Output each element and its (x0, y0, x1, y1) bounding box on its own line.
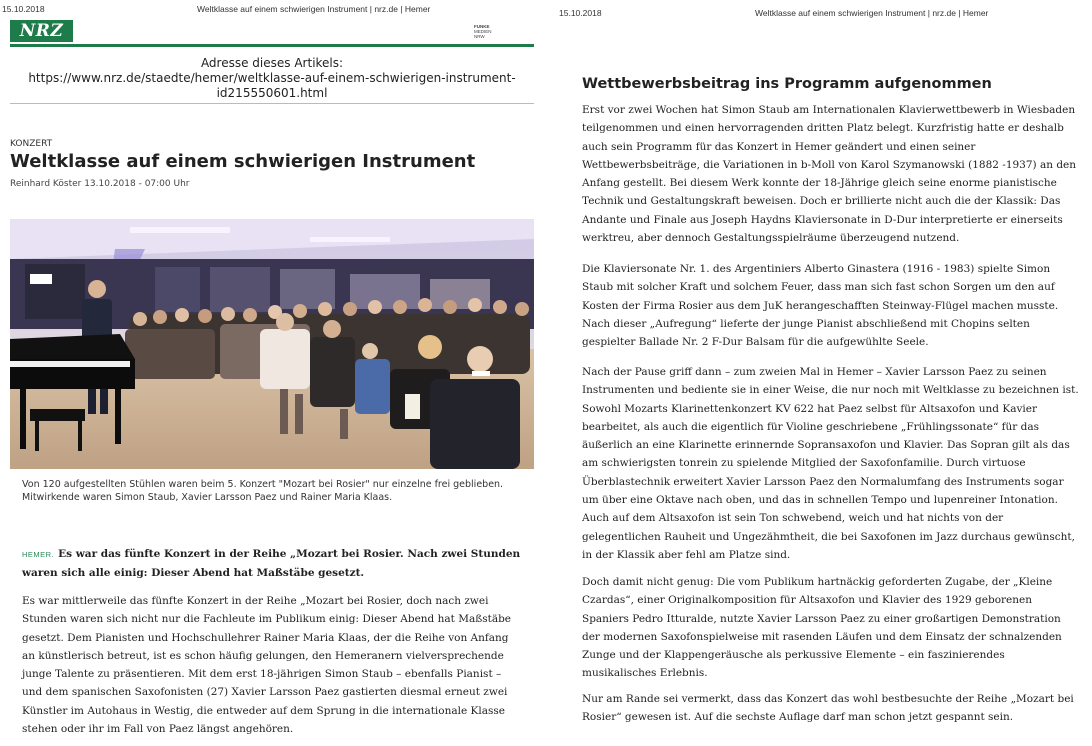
article-paragraph-3: Die Klaviersonate Nr. 1. des Argentiniers Alberto Ginastera (1916 - 1983) spielte Simon Staub mit solcher Kraft und solchem Feuer, dass man sich fast schon Sorgen um den auf Kosten der Firma Rosier aus dem JuK herangeschafften Steinway-Flügel machen musste. Nach dieser „Aufregung“ lieferte der junge Pianist abschließend mit Chopins selten gespielter Ballade Nr. 2 F-Dur Balsam für die aufgewühlte Seele. (582, 263, 1059, 349)
article-address (10, 56, 534, 101)
location-tag: HEMER. (22, 550, 55, 559)
address-divider (10, 103, 534, 104)
address-url-line2[interactable]: id215550601.html (216, 86, 328, 100)
article-kicker: KONZERT (10, 139, 53, 149)
article-title: Weltklasse auf einem schwierigen Instrument (10, 151, 476, 172)
print-date-left: 15.10.2018 (2, 4, 45, 14)
article-subheading: Wettbewerbsbeitrag ins Programm aufgenommen (582, 76, 992, 92)
address-label: Adresse dieses Artikels: (200, 56, 344, 70)
address-url-line1[interactable]: https://www.nrz.de/staedte/hemer/weltklasse-auf-einem-schwierigen-instrument- (28, 71, 516, 85)
article-paragraph-1: Es war mittlerweile das fünfte Konzert in der Reihe „Mozart bei Rosier, doch nach zwei Stunden waren sich nicht nur die Fachleute im Publikum einig: Dieser Abend hat Maßstäbe gesetzt. Dem Pianisten und Hochschullehrer Rainer Maria Klaas, der die Reihe von Anfang an künstlerisch betreut, ist es schon häufig gelungen, den Hemeranern vielversprechende junge Talente zu präsentieren. Mit dem erst 18-jährigen Simon Staub – ebenfalls Pianist – und dem spanischen Saxofonisten (27) Xavier Larsson Paez gastierten diesmal erneut zwei Künstler im Autohaus in Westig, die entweder auf dem Sprung in die internationale Klasse stehen oder ihr im Fall von Paez längst angehören. (22, 595, 512, 736)
print-date-right: 15.10.2018 (559, 8, 602, 18)
nrz-logo[interactable]: NRZ (10, 20, 73, 42)
article-paragraph-5: Doch damit nicht genug: Die vom Publikum hartnäckig geforderten Zugabe, der „Kleine Czardas“, einer Originalkomposition für Altsaxofon und Klavier des 1929 geborenen Spaniers Pedro Itturalde, nutzte Xavier Larsson Paez zu einer großartigen Demonstration der modernen Saxofonspielweise mit rasenden Läufen und dem Einsatz der schnalzenden Zunge und der Klappengeräusche als perkussive Elemente – ein faszinierendes musikalisches Erlebnis. (582, 576, 1062, 680)
print-title-left: Weltklasse auf einem schwierigen Instrument | nrz.de | Hemer (197, 4, 431, 14)
funke-logo-line1: FUNKE (474, 24, 490, 29)
funke-logo (474, 24, 500, 39)
article-paragraph-4: Nach der Pause griff dann – zum zweien Mal in Hemer – Xavier Larsson Paez zu seinen Instrumenten und bediente sie in einer Weise, die nur noch mit Weltklasse zu bezeichnen ist. Sowohl Mozarts Klarinettenkonzert KV 622 hat Paez selbst für Altsaxofon und Kavier bearbeitet, als auch die eigentlich für Violine geschriebene „Frühlingssonate“ für das äußerlich an eine Klarinette erinnernde Sopransaxofon und Klavier. Das Sopran gilt als das am schwierigsten tonrein zu spielende Mitglied der Saxofonfamilie. Durch virtuose Überblastechnik erweitert Xavier Larsson Paez den Normalumfang des Instruments sogar um über eine Oktave nach oben, und das in schnellen Tempo und lupenreiner Intonation. Auch auf dem Altsaxofon ist sein Ton schwebend, weich und hat nichts von der gelegentlichen Rauheit und Ungezähmtheit, die bei Saxofonen im Jazz durchaus gewünscht, in der Klassik aber fehl am Platze sind. (582, 366, 1079, 561)
brand-divider (10, 44, 534, 47)
concert-photo (10, 219, 534, 469)
lead-text: Es war das fünfte Konzert in der Reihe „Mozart bei Rosier. Nach zwei Stunden waren sich alle einig: Dieser Abend hat Maßstäbe gesetzt. (22, 548, 521, 579)
article-paragraph-6: Nur am Rande sei vermerkt, dass das Konzert das wohl bestbesuchte der Reihe „Mozart bei Rosier“ gewesen ist. Auf die sechste Auflage darf man schon jetzt gespannt sein. (582, 693, 1074, 724)
article-byline: Reinhard Köster 13.10.2018 - 07:00 Uhr (10, 179, 190, 189)
article-paragraph-2: Erst vor zwei Wochen hat Simon Staub am Internationalen Klavierwettbewerb in Wiesbaden teilgenommen und einen hervorragenden dritten Platz belegt. Kurzfristig hatte er deshalb auch sein Programm für das Konzert in Hemer geändert und einen seiner Wettbewerbsbeiträge, die Variationen in b-Moll von Karol Szymanowski (1882 -1937) an den Anfang gestellt. Bei diesem Werk konnte der 18-Jährige gleich seine enorme pianistische Technik und Gestaltungskraft beweisen. Doch er brillierte nicht auch die der Klassik: Das Andante und Finale aus Joseph Haydns Klaviersonate in D-Dur interpretierte er einerseits werktreu, aber dennoch Gestaltungsspielräume überzeugend nutzend. (582, 104, 1077, 245)
funke-logo-line3: NRW (474, 34, 485, 39)
article-lead (22, 545, 522, 582)
photo-caption: Von 120 aufgestellten Stühlen waren beim 5. Konzert "Mozart bei Rosier" nur einzelne frei geblieben. Mitwirkende waren Simon Staub, Xavier Larsson Paez und Rainer Maria Klaas. (22, 479, 504, 503)
funke-logo-line2: MEDIEN (474, 29, 492, 34)
print-title-right: Weltklasse auf einem schwierigen Instrument | nrz.de | Hemer (755, 8, 989, 18)
